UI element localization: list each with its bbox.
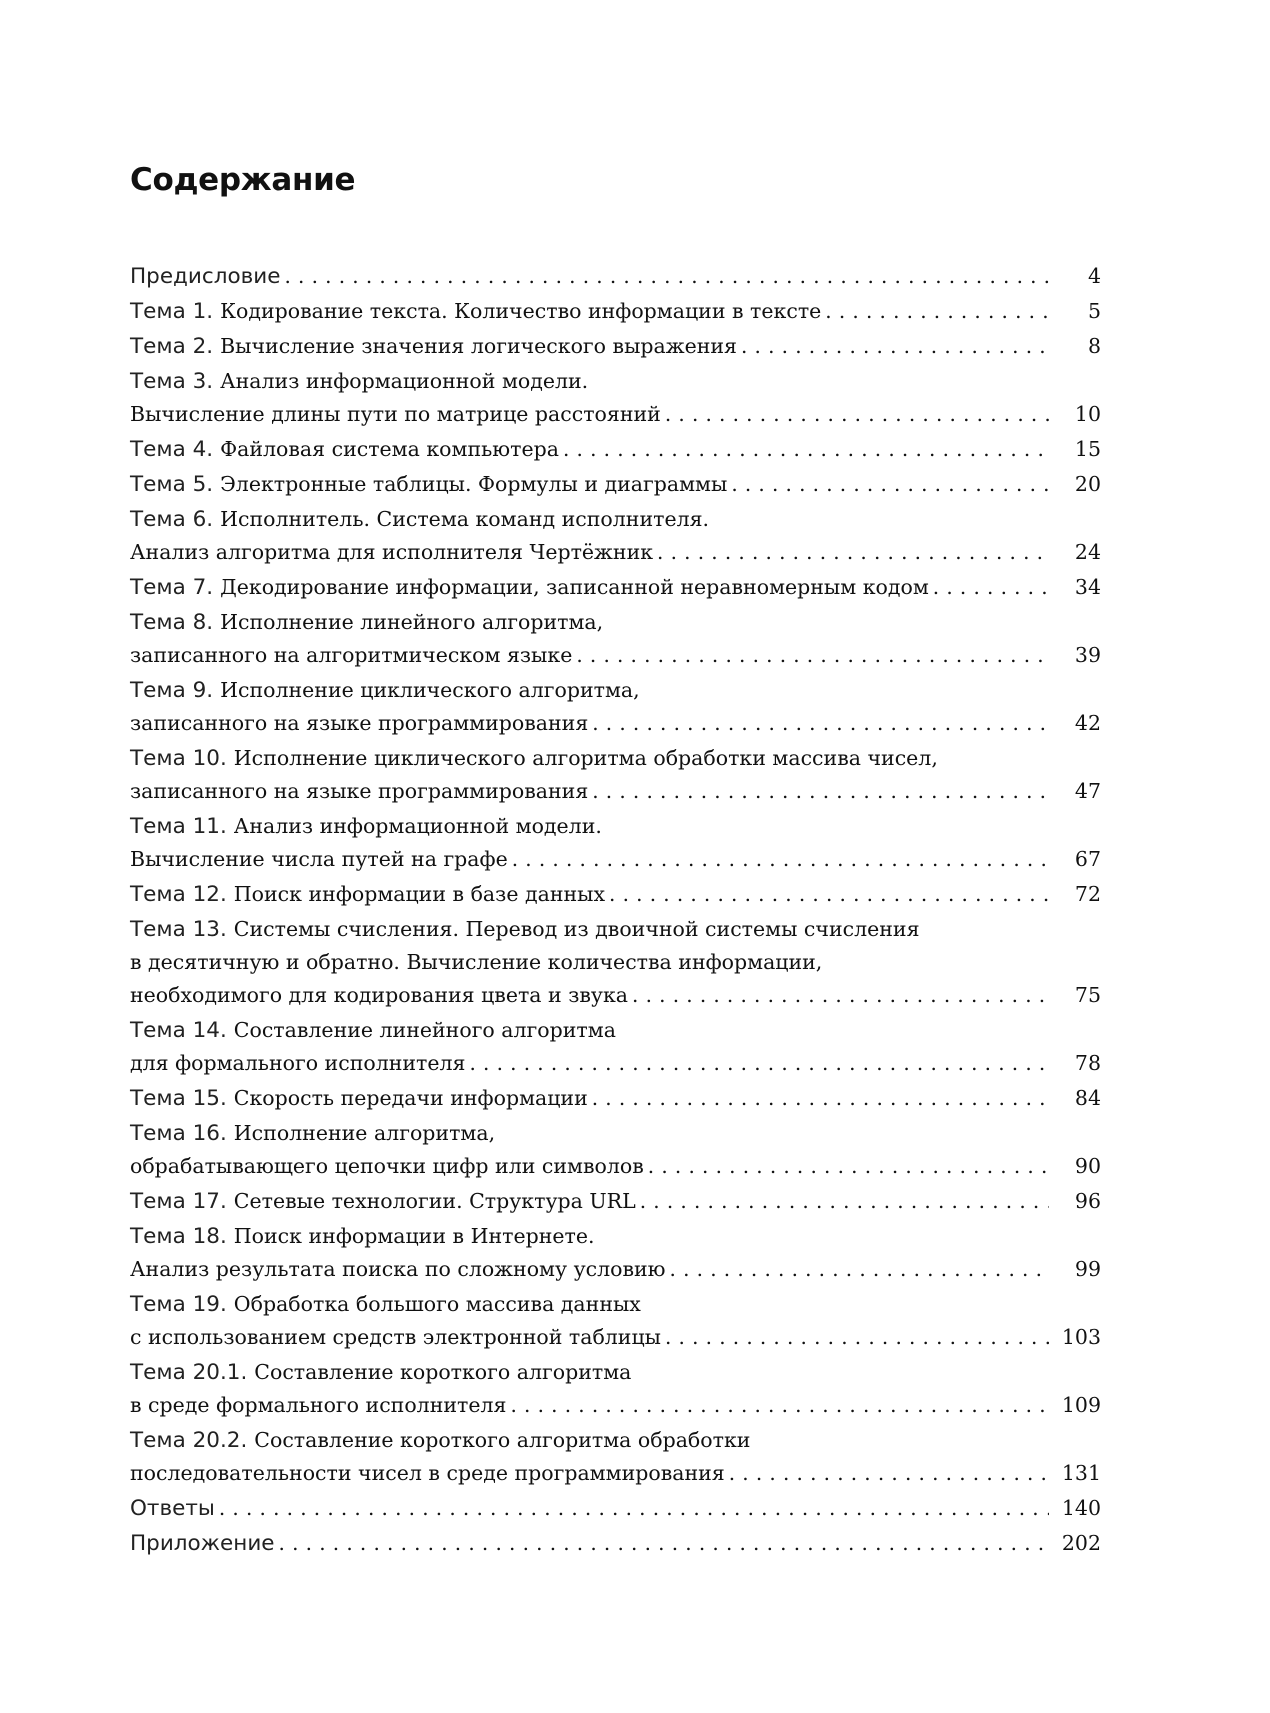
- dot-leader: [670, 1253, 1049, 1286]
- toc-entry-line: [130, 946, 1101, 979]
- toc-page-number: 99: [1074, 1257, 1101, 1281]
- toc-entry-line: [130, 1424, 1101, 1457]
- toc-entry-title: Скорость передачи информации: [233, 1086, 588, 1110]
- toc-entry-number: Тема 18.: [130, 1224, 227, 1249]
- toc-entry-line: [130, 1527, 1101, 1560]
- toc-page-number: 20: [1074, 472, 1101, 496]
- toc-entry-number: Тема 4.: [130, 437, 214, 462]
- toc-entry-number: Тема 20.2.: [130, 1428, 248, 1453]
- dot-leader: [825, 295, 1049, 328]
- toc-entry-number: Тема 6.: [130, 507, 214, 532]
- dot-leader: [640, 1185, 1049, 1218]
- toc-entry-line: [130, 433, 1101, 466]
- toc-entry-number: Тема 11.: [130, 814, 227, 839]
- toc-entry-line: [130, 1014, 1101, 1047]
- dot-leader: [729, 1457, 1049, 1490]
- toc-entry[interactable]: [130, 606, 1101, 672]
- dot-leader: [657, 536, 1049, 569]
- toc-entry-title: записанного на языке программирования: [130, 711, 589, 735]
- toc-entry-title: Исполнение линейного алгоритма,: [220, 610, 604, 634]
- dot-leader: [592, 1082, 1049, 1115]
- toc-entry-title: Декодирование информации, записанной неравномерным кодом: [220, 575, 929, 599]
- toc-page-number: 24: [1074, 540, 1101, 564]
- toc-entry[interactable]: [130, 1117, 1101, 1183]
- toc-entry-number: Тема 14.: [130, 1018, 227, 1043]
- toc-entry-title: Кодирование текста. Количество информации в тексте: [220, 299, 822, 323]
- dot-leader: [470, 1047, 1050, 1080]
- dot-leader: [512, 843, 1049, 876]
- dot-leader: [609, 878, 1049, 911]
- toc-entry-title: Составление короткого алгоритма: [254, 1360, 632, 1384]
- toc-entry-title: Ответы: [130, 1496, 215, 1521]
- toc-page-number: 75: [1074, 983, 1101, 1007]
- toc-entry[interactable]: [130, 810, 1101, 876]
- toc-entry-title: Исполнение циклического алгоритма,: [220, 678, 640, 702]
- toc-entry-number: Тема 5.: [130, 472, 214, 497]
- toc-entry-line: [130, 468, 1101, 501]
- dot-leader: [576, 639, 1049, 672]
- toc-entry-line: [130, 742, 1101, 775]
- toc-entry[interactable]: [130, 1492, 1101, 1525]
- toc-entry-number: Тема 15.: [130, 1086, 227, 1111]
- toc-entry-line: [130, 1185, 1101, 1218]
- toc-entry-title: обрабатывающего цепочки цифр или символов: [130, 1154, 644, 1178]
- toc-entry[interactable]: [130, 742, 1101, 808]
- toc-entry-line: [130, 1082, 1101, 1115]
- toc-page-number: 67: [1074, 847, 1101, 871]
- toc-entry-title: необходимого для кодирования цвета и звука: [130, 983, 629, 1007]
- toc-entry-line: [130, 571, 1101, 604]
- toc-entry-title: Составление линейного алгоритма: [233, 1018, 616, 1042]
- toc-entry-title: Исполнение алгоритма,: [233, 1121, 496, 1145]
- toc-entry-number: Тема 3.: [130, 369, 214, 394]
- dot-leader: [563, 433, 1049, 466]
- toc-page-number: 202: [1061, 1531, 1101, 1555]
- toc-page-number: 8: [1087, 334, 1101, 358]
- dot-leader: [731, 468, 1049, 501]
- toc-page-number: 5: [1087, 299, 1101, 323]
- table-of-contents: [130, 260, 1101, 1560]
- toc-entry-line: [130, 1220, 1101, 1253]
- toc-page-number: 72: [1074, 882, 1101, 906]
- toc-entry-title: Вычисление значения логического выражения: [220, 334, 737, 358]
- toc-entry-title: Анализ алгоритма для исполнителя Чертёжник: [130, 540, 654, 564]
- toc-entry[interactable]: [130, 878, 1101, 911]
- toc-entry-line: [130, 503, 1101, 536]
- toc-page-number: 10: [1074, 402, 1101, 426]
- toc-entry[interactable]: [130, 1527, 1101, 1560]
- toc-page-number: 140: [1061, 1496, 1101, 1520]
- toc-entry-line: [130, 1457, 1101, 1490]
- toc-entry-number: Тема 2.: [130, 334, 214, 359]
- toc-page-number: 39: [1074, 643, 1101, 667]
- toc-entry-number: Тема 1.: [130, 299, 214, 324]
- toc-page-number: 78: [1074, 1051, 1101, 1075]
- dot-leader: [665, 1321, 1049, 1354]
- toc-entry-line: [130, 330, 1101, 363]
- toc-entry[interactable]: [130, 260, 1101, 293]
- toc-page-number: 47: [1074, 779, 1101, 803]
- toc-entry-title: Файловая система компьютера: [220, 437, 559, 461]
- toc-entry-number: Тема 9.: [130, 678, 214, 703]
- toc-entry-line: [130, 1356, 1101, 1389]
- toc-entry[interactable]: [130, 1220, 1101, 1286]
- toc-entry-line: [130, 913, 1101, 946]
- toc-entry[interactable]: [130, 913, 1101, 1012]
- toc-page-number: 103: [1061, 1325, 1101, 1349]
- toc-entry-title: Анализ результата поиска по сложному условию: [130, 1257, 666, 1281]
- toc-entry-title: Исполнение циклического алгоритма обработки массива чисел,: [233, 746, 938, 770]
- toc-entry-line: [130, 1047, 1101, 1080]
- toc-entry-line: [130, 1321, 1101, 1354]
- dot-leader: [741, 330, 1049, 363]
- toc-entry-line: [130, 707, 1101, 740]
- dot-leader: [219, 1492, 1049, 1525]
- toc-entry-number: Тема 12.: [130, 882, 227, 907]
- toc-entry-title: Предисловие: [130, 264, 281, 289]
- toc-entry[interactable]: [130, 365, 1101, 431]
- toc-entry[interactable]: [130, 1014, 1101, 1080]
- dot-leader: [510, 1389, 1049, 1422]
- toc-page-number: 4: [1087, 264, 1101, 288]
- dot-leader: [592, 775, 1049, 808]
- toc-page-number: 109: [1061, 1393, 1101, 1417]
- toc-entry[interactable]: [130, 295, 1101, 328]
- toc-entry-line: [130, 536, 1101, 569]
- dot-leader: [665, 398, 1049, 431]
- toc-entry[interactable]: [130, 1185, 1101, 1218]
- toc-page-number: 131: [1061, 1461, 1101, 1485]
- toc-entry-number: Тема 17.: [130, 1189, 227, 1214]
- toc-entry-title: последовательности чисел в среде программирования: [130, 1461, 725, 1485]
- toc-entry-line: [130, 979, 1101, 1012]
- toc-entry-title: Сетевые технологии. Структура URL: [233, 1189, 636, 1213]
- toc-page-number: 84: [1074, 1086, 1101, 1110]
- toc-entry-line: [130, 843, 1101, 876]
- toc-entry-title: с использованием средств электронной таблицы: [130, 1325, 661, 1349]
- toc-entry[interactable]: [130, 571, 1101, 604]
- toc-entry[interactable]: [130, 468, 1101, 501]
- toc-entry-line: [130, 639, 1101, 672]
- toc-page-number: 90: [1074, 1154, 1101, 1178]
- toc-entry-line: [130, 260, 1101, 293]
- toc-entry-title: Вычисление числа путей на графе: [130, 847, 508, 871]
- toc-entry-title: записанного на языке программирования: [130, 779, 589, 803]
- toc-entry-title: Анализ информационной модели.: [233, 814, 602, 838]
- toc-entry-line: [130, 775, 1101, 808]
- toc-entry-title: Приложение: [130, 1531, 275, 1556]
- toc-entry[interactable]: [130, 1356, 1101, 1422]
- toc-entry-title: Электронные таблицы. Формулы и диаграммы: [220, 472, 728, 496]
- toc-entry-title: Составление короткого алгоритма обработки: [254, 1428, 751, 1452]
- toc-entry-line: [130, 1253, 1101, 1286]
- toc-entry-title: для формального исполнителя: [130, 1051, 466, 1075]
- toc-entry-number: Тема 8.: [130, 610, 214, 635]
- toc-page-number: 15: [1074, 437, 1101, 461]
- toc-entry-number: Тема 19.: [130, 1292, 227, 1317]
- toc-entry-title: Анализ информационной модели.: [220, 369, 589, 393]
- toc-page-number: 34: [1074, 575, 1101, 599]
- toc-entry-number: Тема 20.1.: [130, 1360, 248, 1385]
- toc-entry-line: [130, 878, 1101, 911]
- toc-entry-line: [130, 674, 1101, 707]
- dot-leader: [279, 1527, 1049, 1560]
- toc-entry-title: Вычисление длины пути по матрице расстояний: [130, 402, 661, 426]
- toc-entry-line: [130, 1150, 1101, 1183]
- toc-entry-line: [130, 398, 1101, 431]
- page-title: Содержание: [130, 162, 356, 198]
- toc-entry-title: записанного на алгоритмическом языке: [130, 643, 573, 667]
- toc-entry-line: [130, 365, 1101, 398]
- toc-entry-number: Тема 16.: [130, 1121, 227, 1146]
- toc-entry-title: Обработка большого массива данных: [233, 1292, 641, 1316]
- toc-entry-line: [130, 1288, 1101, 1321]
- dot-leader: [592, 707, 1049, 740]
- dot-leader: [632, 979, 1049, 1012]
- toc-entry-line: [130, 1117, 1101, 1150]
- toc-entry-title: в среде формального исполнителя: [130, 1393, 507, 1417]
- toc-entry-line: [130, 1389, 1101, 1422]
- toc-entry[interactable]: [130, 1424, 1101, 1490]
- toc-page-number: 96: [1074, 1189, 1101, 1213]
- dot-leader: [648, 1150, 1049, 1183]
- toc-entry-number: Тема 13.: [130, 917, 227, 942]
- toc-entry[interactable]: [130, 1082, 1101, 1115]
- toc-entry[interactable]: [130, 503, 1101, 569]
- toc-entry-title: Системы счисления. Перевод из двоичной системы счисления: [233, 917, 920, 941]
- toc-entry[interactable]: [130, 330, 1101, 363]
- toc-page-number: 42: [1074, 711, 1101, 735]
- toc-entry[interactable]: [130, 674, 1101, 740]
- toc-entry[interactable]: [130, 433, 1101, 466]
- toc-entry-line: [130, 1492, 1101, 1525]
- toc-entry[interactable]: [130, 1288, 1101, 1354]
- toc-entry-line: [130, 295, 1101, 328]
- toc-entry-line: [130, 606, 1101, 639]
- toc-entry-title: Исполнитель. Система команд исполнителя.: [220, 507, 710, 531]
- toc-entry-title: в десятичную и обратно. Вычисление количества информации,: [130, 950, 823, 974]
- toc-entry-number: Тема 10.: [130, 746, 227, 771]
- toc-entry-title: Поиск информации в Интернете.: [233, 1224, 595, 1248]
- toc-entry-number: Тема 7.: [130, 575, 214, 600]
- dot-leader: [933, 571, 1049, 604]
- toc-entry-line: [130, 810, 1101, 843]
- dot-leader: [284, 260, 1049, 293]
- toc-entry-title: Поиск информации в базе данных: [233, 882, 606, 906]
